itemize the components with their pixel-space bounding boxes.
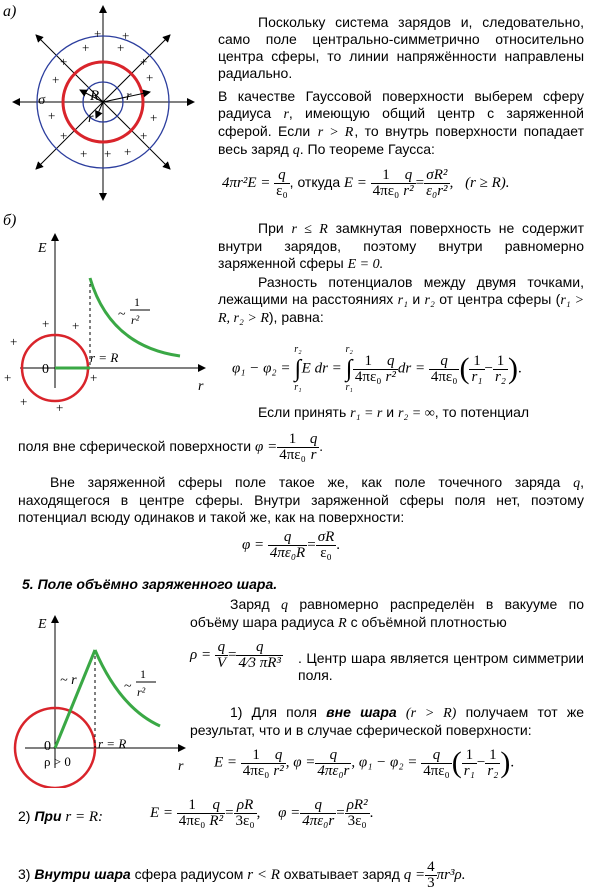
paragraph-5: Если принять r₁ = r и r₂ = ∞, то потенциал	[258, 404, 530, 421]
svg-text:+: +	[90, 370, 98, 385]
surface-ball-formula: E = $\frac{1}{\text{4πε₀}}$ $\frac{q}{\text{R²}}$ = $\frac{\rho R}{\text{3ε₀}}$ , φ = $\frac{q}{\text{4πε₀r}}$ = $\frac{\text{ρR²}}{\text{3ε₀}}$ .	[150, 797, 374, 829]
svg-text:r²: r²	[137, 685, 146, 699]
svg-text:+: +	[104, 146, 112, 161]
svg-text:+: +	[122, 28, 130, 43]
radius-r-label: r	[126, 89, 132, 104]
svg-text:+: +	[140, 128, 148, 143]
svg-text:+: +	[4, 370, 12, 385]
radius-r-inner-label: r	[88, 111, 94, 126]
svg-text:1: 1	[140, 667, 146, 681]
svg-text:E: E	[38, 241, 47, 256]
svg-text:~ r: ~ r	[60, 673, 77, 688]
gauss-formula: 4πr²E = $\frac{q}{\text{ε₀}}$ , откуда E = $\frac{1}{\text{4πε₀}}$ $\frac{q}{\text{r²}}$ = $\frac{\text{σR²}}{\text{ε₀r²}}$ , (r ≥ R).	[222, 167, 510, 199]
svg-text:+: +	[140, 54, 148, 69]
svg-text:+: +	[60, 128, 68, 143]
svg-text:+: +	[56, 400, 64, 415]
paragraph-6: поля вне сферической поверхности φ = $\frac{1}{\text{4πε₀}}$ $\frac{q}{r}$ .	[18, 431, 323, 463]
figure-a-label: а)	[3, 3, 17, 20]
svg-text:~: ~	[124, 679, 132, 694]
svg-text:r²: r²	[131, 313, 140, 327]
paragraph-8-end: . Центр шара является центром симметрии поля.	[298, 650, 584, 683]
figure-a-sphere-field	[0, 0, 200, 210]
svg-text:E: E	[38, 617, 47, 632]
svg-text:0: 0	[42, 362, 49, 377]
svg-text:1: 1	[134, 295, 140, 309]
svg-text:+: +	[48, 108, 56, 123]
svg-text:+: +	[42, 316, 50, 331]
svg-text:+: +	[20, 394, 28, 409]
paragraph-4: Разность потенциалов между двумя точками, лежащими на расстояниях r₁ и r₂ от центра сферы (r₁ > R, r₂ > R), равна:	[218, 274, 585, 326]
potential-on-surface-formula: φ = $\frac{q}{\text{4πε₀R}}$ = $\frac{\sigma R}{\text{ε₀}}$ .	[242, 529, 341, 561]
paragraph-7: Вне заряженной сферы поле такое же, как поле точечного заряда q, находящегося в центре сферы. Внутри заряженной сферы поля нет, поэтому потенциал всюду одинаков и такой же, как на поверхности:	[18, 474, 585, 525]
svg-text:+: +	[72, 318, 80, 333]
svg-text:+: +	[52, 72, 60, 87]
outside-ball-formula: E = $\frac{1}{\text{4πε₀}}$ $\frac{q}{\text{r²}}$ , φ = $\frac{q}{\text{4πε₀r}}$ , φ₁ − φ₂ = $\frac{q}{\text{4πε₀}}$ ( $\frac{1}{\text{r₁}}$ − $\frac{1}{\text{r₂}}$ ).	[214, 746, 515, 779]
radius-R-label: R	[90, 88, 100, 104]
svg-text:+: +	[10, 334, 18, 349]
svg-text:+: +	[60, 54, 68, 69]
paragraph-11: 3) Внутри шара сфера радиусом r < R охватывает заряд q = $\frac{4}{3}$ πr³ρ.	[18, 859, 466, 891]
svg-text:+: +	[94, 26, 102, 41]
svg-text:+: +	[124, 144, 132, 159]
svg-text:~: ~	[118, 307, 126, 322]
svg-text:r = R: r = R	[90, 350, 119, 365]
svg-text:+: +	[146, 70, 154, 85]
svg-text:+: +	[150, 110, 158, 125]
paragraph-3: При r ≤ R замкнутая поверхность не содержит внутри зарядов, поэтому внутри равномерно заряженной сферы E = 0.	[218, 220, 585, 272]
density-formula: ρ = $\frac{q}{V}$ = $\frac{q}{\text{4⁄3 πR³}}$	[190, 639, 281, 671]
paragraph-1: Поскольку система зарядов и, следовательно, само поле центрально-симметрично относительно центра сферы, то линии напряжённости направлены радиально.	[218, 14, 584, 81]
svg-text:+: +	[80, 146, 88, 161]
figure-b-label: б)	[3, 212, 17, 229]
svg-text:+: +	[82, 40, 90, 55]
paragraph-8: Заряд q равномерно распределён в вакууме по объёму шара радиуса R с объёмной плотностью	[190, 596, 585, 631]
svg-text:r: r	[178, 759, 184, 774]
svg-text:r = R: r = R	[98, 736, 127, 751]
figure-b-graph	[0, 228, 210, 418]
paragraph-2: В качестве Гауссовой поверхности выберем сферу радиуса r, имеющую общий центр с заряженной сферой. Если r > R, то внутрь поверхности попадает весь заряд q. По теореме Гаусса:	[218, 88, 585, 158]
sigma-label: σ	[38, 93, 46, 108]
paragraph-9: 1) Для поля вне шара (r > R) получаем тот же результат, что и в случае сферической поверхности:	[190, 704, 585, 738]
svg-text:ρ > 0: ρ > 0	[44, 754, 71, 769]
svg-text:0: 0	[44, 739, 51, 754]
potential-difference-formula: φ₁ − φ₂ = r₂ ∫ r₁ E dr = r₂ ∫ r₁ $\frac{1}{\text{4πε₀}}$ $\frac{q}{\text{r²}}$ dr = $\frac{q}{\text{4πε₀}}$ ( $\frac{1}{\text{r₁}}$ − $\frac{1}{\text{r₂}}$ ).	[232, 344, 522, 393]
figure-c-graph	[0, 608, 195, 788]
svg-text:r: r	[198, 379, 204, 394]
paragraph-10: 2) При r = R:	[18, 808, 104, 825]
section-heading: 5. Поле объёмно заряженного шара.	[22, 576, 278, 592]
svg-text:+: +	[117, 40, 125, 55]
